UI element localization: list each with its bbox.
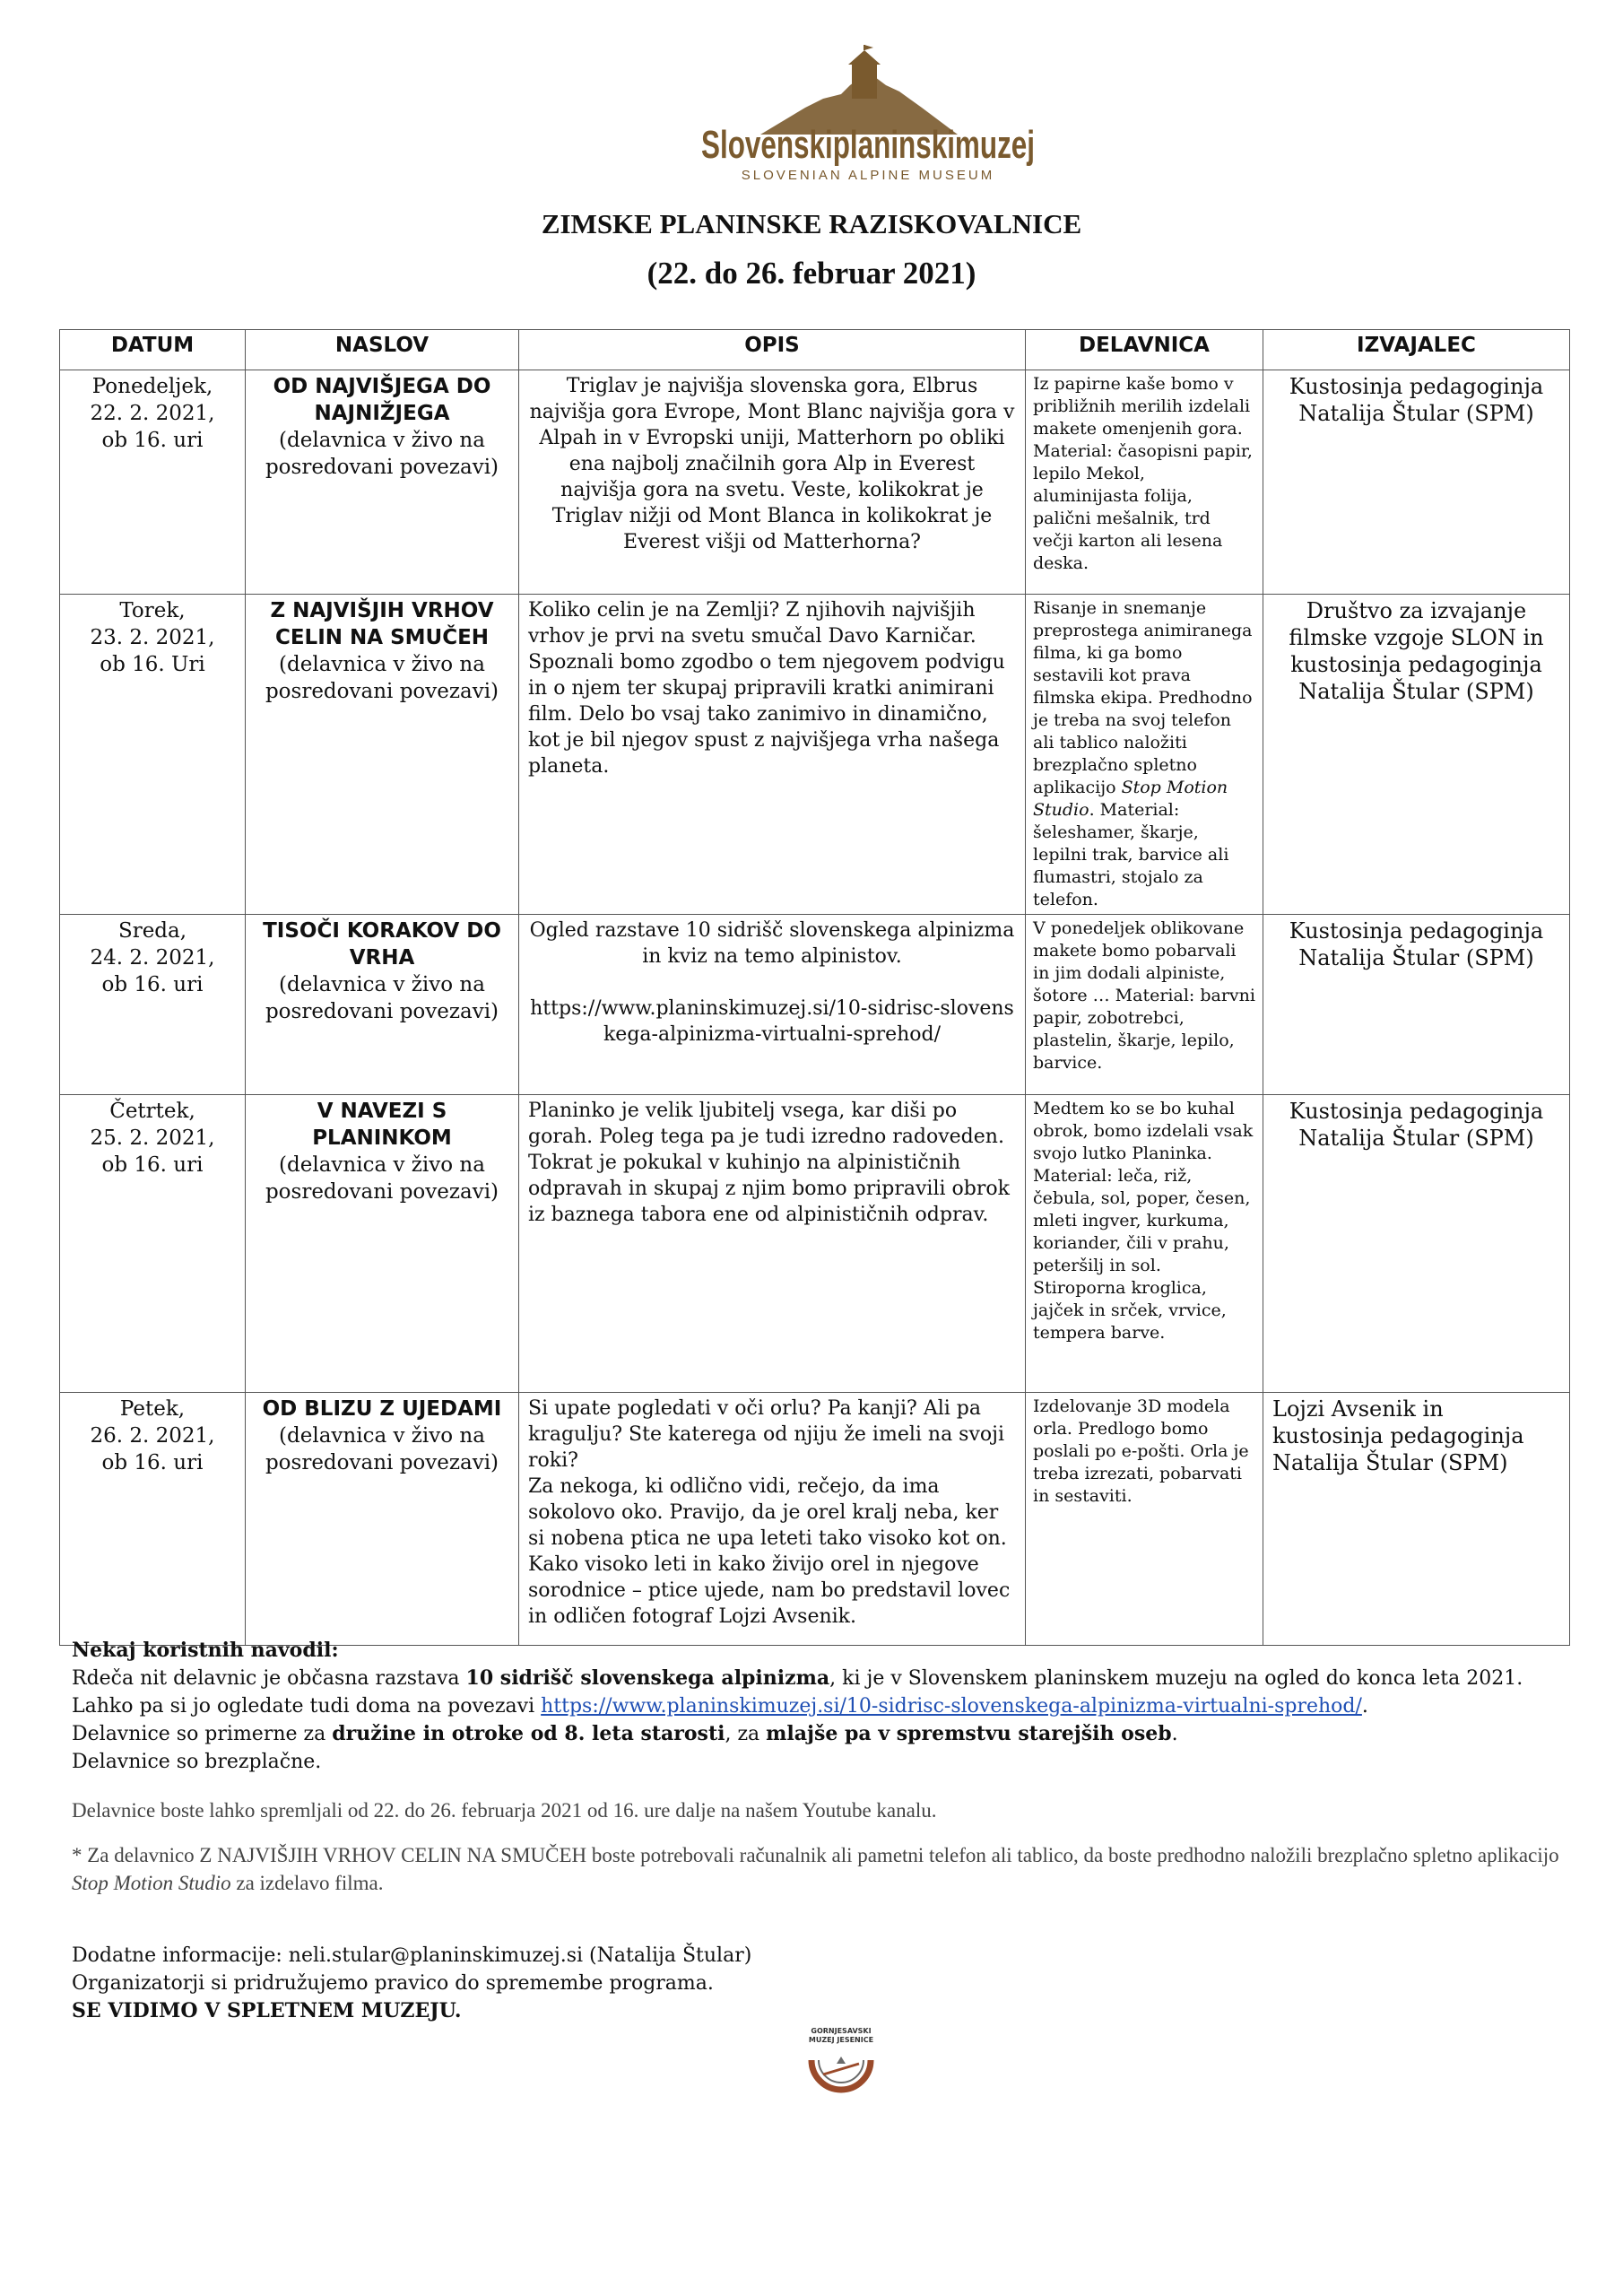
cell-performer: Kustosinja pedagoginja Natalija Štular (SPM) xyxy=(1263,915,1570,1095)
cell-description xyxy=(519,915,1026,1095)
workshop-text: Risanje in snemanje preprostega animiranega filma, ki ga bomo sestavili kot prava filmska ekipa. Predhodno je treba na svoj telefon ali tablico naložiti brezplačno spletno aplikacijo xyxy=(1033,598,1253,797)
cell-workshop: V ponedeljek oblikovane makete bomo pobarvali in jim dodali alpiniste, šotore … Material: barvni papir, zobotrebci, plastelin, škarje, lepilo, barvice. xyxy=(1026,915,1263,1095)
cell-title xyxy=(246,370,519,595)
column-header-performer: IZVAJALEC xyxy=(1263,330,1570,370)
footnote-text: * Za delavnico Z NAJVIŠJIH VRHOV CELIN NA SMUČEH boste potrebovali računalnik ali pametni telefon ali tablico, da boste predhodno naložili brezplačno spletno aplikacijo xyxy=(72,1844,1559,1866)
notes-text: . xyxy=(1171,1723,1178,1745)
youtube-note: Delavnice boste lahko spremljali od 22. do 26. februarja 2021 od 16. ure dalje na našem Youtube kanalu. xyxy=(72,1799,937,1822)
description-text: Za nekoga, ki odlično vidi, rečejo, da ima sokolovo oko. Pravijo, da je orel kralj neba, ker si nobena ptica ne upa leteti tako visoko kot on. Kako visoko leti in kako živijo orel in njegove sorodnice – ptice ujede, nam bo predstavil lovec in odličen fotograf Lojzi Avsenik. xyxy=(528,1475,1011,1628)
page-subtitle-dates: (22. do 26. februar 2021) xyxy=(647,256,976,291)
workshop-mode: (delavnica v živo na posredovani povezavi) xyxy=(265,1424,499,1474)
cell-date: Torek, 23. 2. 2021, ob 16. Uri xyxy=(60,595,246,915)
app-name: Stop Motion Studio xyxy=(72,1872,231,1894)
table-row xyxy=(60,1393,1570,1646)
exhibition-link[interactable]: https://www.planinskimuzej.si/10-sidrisc-slovenskega-alpinizma-virtualni-sprehod/ xyxy=(541,1695,1362,1718)
workshop-title: Z NAJVIŠJIH VRHOV CELIN NA SMUČEH xyxy=(270,599,494,649)
svg-text:MUZEJ JESENICE: MUZEJ JESENICE xyxy=(808,2036,874,2044)
cell-title xyxy=(246,595,519,915)
cell-workshop: Izdelovanje 3D modela orla. Predlogo bomo poslali po e-pošti. Orla je treba izrezati, pobarvati in sestaviti. xyxy=(1026,1393,1263,1646)
cell-date: Četrtek, 25. 2. 2021, ob 16. uri xyxy=(60,1095,246,1393)
cell-performer: Kustosinja pedagoginja Natalija Štular (SPM) xyxy=(1263,370,1570,595)
workshop-mode: (delavnica v živo na posredovani povezavi) xyxy=(265,973,499,1023)
table-header-row xyxy=(60,330,1570,370)
cell-workshop: Iz papirne kaše bomo v približnih merilih izdelali makete omenjenih gora. Material: časopisni papir, lepilo Mekol, aluminijasta folija, palični mešalnik, trd večji karton ali lesena deska. xyxy=(1026,370,1263,595)
closing-line: SE VIDIMO V SPLETNEM MUZEJU. xyxy=(72,1999,462,2022)
cell-workshop xyxy=(1026,595,1263,915)
cell-performer: Kustosinja pedagoginja Natalija Štular (SPM) xyxy=(1263,1095,1570,1393)
svg-text:Slovenskiplaninskimuzej: Slovenskiplaninskimuzej xyxy=(701,123,1035,167)
workshop-title: TISOČI KORAKOV DO VRHA xyxy=(263,919,501,970)
exhibition-url[interactable]: https://www.planinskimuzej.si/10-sidrisc-slovenskega-alpinizma-virtualni-sprehod/ xyxy=(530,997,1014,1046)
notes-text: Rdeča nit delavnic je občasna razstava xyxy=(72,1667,466,1690)
column-header-description: OPIS xyxy=(519,330,1026,370)
svg-text:GORNJESAVSKI: GORNJESAVSKI xyxy=(811,2027,872,2035)
contact-info: Dodatne informacije: neli.stular@planinskimuzej.si (Natalija Štular) xyxy=(72,1944,752,1967)
app-name: Stop Motion Studio xyxy=(1033,778,1228,820)
cell-date: Petek, 26. 2. 2021, ob 16. uri xyxy=(60,1393,246,1646)
footnote xyxy=(72,1841,1578,1897)
table-row xyxy=(60,370,1570,595)
cell-title xyxy=(246,915,519,1095)
cell-performer: Lojzi Avsenik in kustosinja pedagoginja Natalija Štular (SPM) xyxy=(1263,1393,1570,1646)
notes-line xyxy=(72,1692,1578,1720)
notes-text: . xyxy=(1361,1695,1368,1718)
footnote-text: za izdelavo filma. xyxy=(230,1872,384,1894)
svg-text:SLOVENIAN ALPINE MUSEUM: SLOVENIAN ALPINE MUSEUM xyxy=(741,168,995,183)
schedule-table xyxy=(59,329,1570,1646)
notes-section xyxy=(72,1637,1578,1776)
workshop-title: V NAVEZI S PLANINKOM xyxy=(312,1100,452,1150)
exhibition-name: 10 sidrišč slovenskega alpinizma xyxy=(465,1666,830,1690)
description-text: Si upate pogledati v oči orlu? Pa kanji? Ali pa kragulju? Ste katerega od njiju že imeli na svoji roki? xyxy=(528,1397,1005,1472)
column-header-title: NASLOV xyxy=(246,330,519,370)
page-title: ZIMSKE PLANINSKE RAZISKOVALNICE xyxy=(541,208,1082,239)
notes-text: Delavnice so primerne za xyxy=(72,1723,333,1745)
cell-performer: Društvo za izvajanje filmske vzgoje SLON in kustosinja pedagoginja Natalija Štular (SPM) xyxy=(1263,595,1570,915)
description-text: Ogled razstave 10 sidrišč slovenskega alpinizma in kviz na temo alpinistov. xyxy=(529,919,1015,968)
workshop-mode: (delavnica v živo na posredovani povezavi) xyxy=(265,653,499,703)
notes-heading: Nekaj koristnih navodil: xyxy=(72,1639,339,1662)
cell-description: Koliko celin je na Zemlji? Z njihovih najvišjih vrhov je prvi na svetu smučal Davo Karničar. Spoznali bomo zgodbo o tem njegovem podvigu in o njem ter skupaj pripravili kratki animirani film. Delo bo vsaj tako zanimivo in dinamično, kot je bil njegov spust z najvišjega vrha našega planeta. xyxy=(519,595,1026,915)
cell-workshop: Medtem ko se bo kuhal obrok, bomo izdelali vsak svojo lutko Planinka. Material: leča, riž, čebula, sol, poper, česen, mleti ingver, kurkuma, koriander, čili v prahu, peteršilj in sol. Stiroporna kroglica, jajček in srček, vrvice, tempera barve. xyxy=(1026,1095,1263,1393)
notes-text: , ki je v Slovenskem planinskem muzeju na ogled do konca leta 2021. xyxy=(829,1667,1523,1690)
notes-line: Delavnice so brezplačne. xyxy=(72,1751,322,1773)
workshop-materials: . Material: šeleshamer, škarje, lepilni trak, barvice ali flumastri, stojalo za telefon. xyxy=(1033,800,1229,909)
workshop-title: OD BLIZU Z UJEDAMI xyxy=(262,1397,502,1421)
cell-description: Triglav je najvišja slovenska gora, Elbrus najvišja gora Evrope, Mont Blanc najvišja gora v Alpah in v Evropski uniji, Matterhorn po obliki ena najbolj značilnih gora Alp in Everest najvišja gora na svetu. Veste, kolikokrat je Triglav nižji od Mont Blanca in kolikokrat je Everest višji od Matterhorna? xyxy=(519,370,1026,595)
cell-title xyxy=(246,1393,519,1646)
workshop-mode: (delavnica v živo na posredovani povezavi) xyxy=(265,429,499,479)
cell-date: Sreda, 24. 2. 2021, ob 16. uri xyxy=(60,915,246,1095)
program-change-note: Organizatorji si pridružujemo pravico do spremembe programa. xyxy=(72,1972,714,1995)
gornjesavski-muzej-logo xyxy=(801,2021,881,2101)
notes-line xyxy=(72,1665,1578,1692)
cell-title xyxy=(246,1095,519,1393)
table-row xyxy=(60,595,1570,915)
audience-primary: družine in otroke od 8. leta starosti xyxy=(332,1722,725,1745)
workshop-title: OD NAJVIŠJEGA DO NAJNIŽJEGA xyxy=(273,375,491,425)
workshop-mode: (delavnica v živo na posredovani povezavi) xyxy=(265,1153,499,1204)
table-row xyxy=(60,915,1570,1095)
audience-younger: mlajše pa v spremstvu starejših oseb xyxy=(766,1722,1172,1745)
table-row xyxy=(60,1095,1570,1393)
notes-text: , za xyxy=(725,1723,767,1745)
cell-description: Planinko je velik ljubitelj vsega, kar diši po gorah. Poleg tega pa je tudi izredno radoveden. Tokrat je pokukal v kuhinjo na alpinističnih odpravah in skupaj z njim bomo pripravili obrok iz baznega tabora ene od alpinističnih odprav. xyxy=(519,1095,1026,1393)
column-header-date: DATUM xyxy=(60,330,246,370)
notes-line xyxy=(72,1720,1578,1748)
cell-date: Ponedeljek, 22. 2. 2021, ob 16. uri xyxy=(60,370,246,595)
notes-text: Lahko pa si jo ogledate tudi doma na povezavi xyxy=(72,1695,542,1718)
column-header-workshop: DELAVNICA xyxy=(1026,330,1263,370)
cell-description xyxy=(519,1393,1026,1646)
museum-logo xyxy=(698,45,1038,188)
contact-section xyxy=(72,1942,1578,2025)
